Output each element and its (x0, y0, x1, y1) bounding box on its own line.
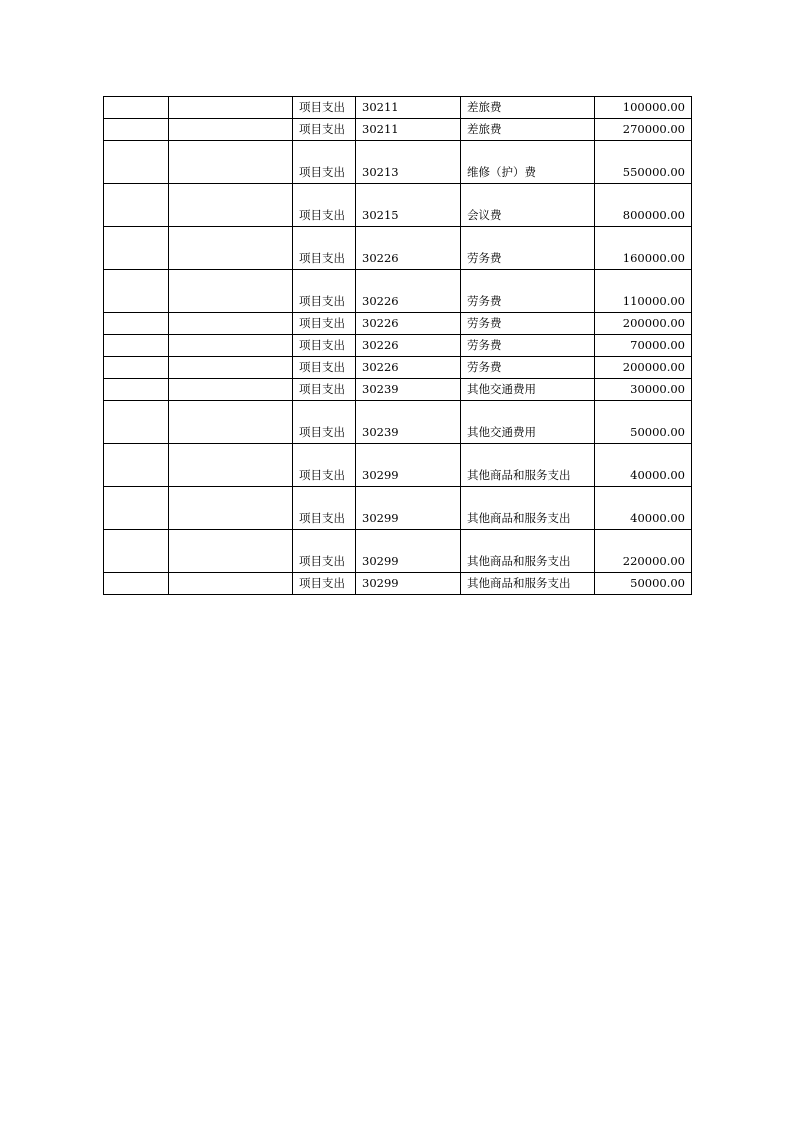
table-row (104, 313, 692, 335)
blank-cell (169, 270, 293, 313)
expense-name-cell: 劳务费 (461, 227, 595, 270)
blank-cell (169, 487, 293, 530)
expense-name-cell: 差旅费 (461, 119, 595, 141)
table-row (104, 379, 692, 401)
table-row (104, 530, 692, 573)
amount-cell: 200000.00 (595, 357, 692, 379)
table-row (104, 141, 692, 184)
blank-cell (169, 357, 293, 379)
blank-cell (104, 379, 169, 401)
economic-code-cell: 30226 (356, 270, 461, 313)
expense-type-cell: 项目支出 (293, 487, 356, 530)
expense-type-cell: 项目支出 (293, 97, 356, 119)
amount-cell: 800000.00 (595, 184, 692, 227)
blank-cell (104, 357, 169, 379)
expense-type-cell: 项目支出 (293, 379, 356, 401)
expense-name-cell: 劳务费 (461, 313, 595, 335)
blank-cell (104, 141, 169, 184)
expense-name-cell: 其他商品和服务支出 (461, 487, 595, 530)
table-row (104, 184, 692, 227)
blank-cell (169, 573, 293, 595)
expense-type-cell: 项目支出 (293, 401, 356, 444)
table-row (104, 270, 692, 313)
amount-cell: 220000.00 (595, 530, 692, 573)
table-row (104, 357, 692, 379)
blank-cell (169, 119, 293, 141)
blank-cell (104, 313, 169, 335)
blank-cell (104, 444, 169, 487)
economic-code-cell: 30211 (356, 97, 461, 119)
expense-name-cell: 其他商品和服务支出 (461, 573, 595, 595)
blank-cell (104, 119, 169, 141)
table-row (104, 401, 692, 444)
blank-cell (169, 379, 293, 401)
blank-cell (104, 270, 169, 313)
blank-cell (169, 335, 293, 357)
blank-cell (169, 401, 293, 444)
amount-cell: 160000.00 (595, 227, 692, 270)
expense-type-cell: 项目支出 (293, 141, 356, 184)
amount-cell: 200000.00 (595, 313, 692, 335)
amount-cell: 30000.00 (595, 379, 692, 401)
expenditure-table-body (104, 97, 692, 595)
expense-type-cell: 项目支出 (293, 119, 356, 141)
economic-code-cell: 30226 (356, 357, 461, 379)
expense-name-cell: 其他商品和服务支出 (461, 530, 595, 573)
amount-cell: 40000.00 (595, 444, 692, 487)
table-row (104, 227, 692, 270)
expense-type-cell: 项目支出 (293, 184, 356, 227)
blank-cell (169, 97, 293, 119)
table-row (104, 119, 692, 141)
blank-cell (104, 401, 169, 444)
economic-code-cell: 30226 (356, 313, 461, 335)
amount-cell: 50000.00 (595, 573, 692, 595)
expense-type-cell: 项目支出 (293, 357, 356, 379)
blank-cell (104, 97, 169, 119)
economic-code-cell: 30211 (356, 119, 461, 141)
blank-cell (104, 335, 169, 357)
economic-code-cell: 30299 (356, 444, 461, 487)
blank-cell (169, 313, 293, 335)
amount-cell: 50000.00 (595, 401, 692, 444)
table-row (104, 444, 692, 487)
expense-type-cell: 项目支出 (293, 444, 356, 487)
expense-type-cell: 项目支出 (293, 530, 356, 573)
expense-type-cell: 项目支出 (293, 227, 356, 270)
amount-cell: 70000.00 (595, 335, 692, 357)
table-row (104, 335, 692, 357)
expenditure-table (103, 96, 692, 595)
blank-cell (169, 530, 293, 573)
blank-cell (104, 227, 169, 270)
expense-name-cell: 差旅费 (461, 97, 595, 119)
blank-cell (169, 184, 293, 227)
blank-cell (104, 487, 169, 530)
economic-code-cell: 30226 (356, 335, 461, 357)
blank-cell (169, 227, 293, 270)
table-row (104, 573, 692, 595)
table-row (104, 97, 692, 119)
economic-code-cell: 30213 (356, 141, 461, 184)
economic-code-cell: 30215 (356, 184, 461, 227)
blank-cell (104, 530, 169, 573)
expense-name-cell: 劳务费 (461, 335, 595, 357)
economic-code-cell: 30239 (356, 401, 461, 444)
expense-name-cell: 劳务费 (461, 357, 595, 379)
blank-cell (104, 573, 169, 595)
amount-cell: 550000.00 (595, 141, 692, 184)
expense-name-cell: 劳务费 (461, 270, 595, 313)
expense-type-cell: 项目支出 (293, 335, 356, 357)
economic-code-cell: 30299 (356, 573, 461, 595)
expense-type-cell: 项目支出 (293, 573, 356, 595)
blank-cell (104, 184, 169, 227)
expense-name-cell: 维修（护）费 (461, 141, 595, 184)
expense-name-cell: 其他交通费用 (461, 401, 595, 444)
economic-code-cell: 30299 (356, 530, 461, 573)
table-row (104, 487, 692, 530)
blank-cell (169, 141, 293, 184)
expense-type-cell: 项目支出 (293, 270, 356, 313)
economic-code-cell: 30226 (356, 227, 461, 270)
expense-type-cell: 项目支出 (293, 313, 356, 335)
economic-code-cell: 30239 (356, 379, 461, 401)
economic-code-cell: 30299 (356, 487, 461, 530)
blank-cell (169, 444, 293, 487)
expense-name-cell: 其他交通费用 (461, 379, 595, 401)
amount-cell: 100000.00 (595, 97, 692, 119)
amount-cell: 270000.00 (595, 119, 692, 141)
amount-cell: 110000.00 (595, 270, 692, 313)
expense-name-cell: 会议费 (461, 184, 595, 227)
amount-cell: 40000.00 (595, 487, 692, 530)
expense-name-cell: 其他商品和服务支出 (461, 444, 595, 487)
